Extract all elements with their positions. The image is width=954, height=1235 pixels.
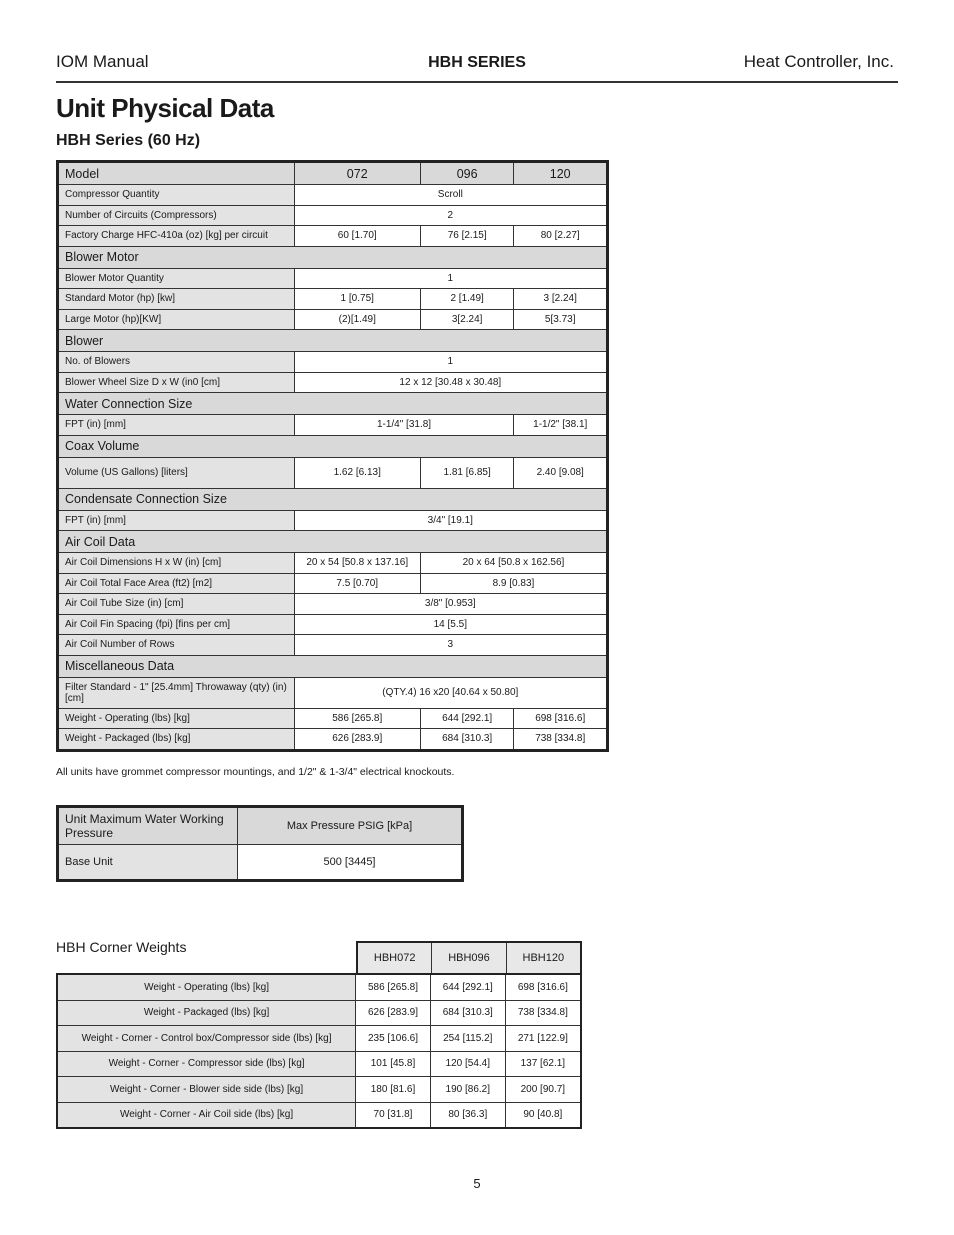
model-label: Model <box>58 162 295 185</box>
row-label: Air Coil Fin Spacing (fpi) [fins per cm] <box>58 614 295 635</box>
row-value: 190 [86.2] <box>430 1077 505 1103</box>
row-value: 120 [54.4] <box>430 1051 505 1077</box>
row-value: 684 [310.3] <box>420 729 514 751</box>
row-value: 7.5 [0.70] <box>294 573 420 594</box>
model-120: 120 <box>514 162 608 185</box>
table-row <box>58 309 608 330</box>
table-row <box>58 614 608 635</box>
row-value: 14 [5.5] <box>294 614 607 635</box>
row-label: Weight - Packaged (lbs) [kg] <box>58 729 295 751</box>
row-label: Blower Motor Quantity <box>58 268 295 289</box>
row-value: 738 [334.8] <box>505 1000 581 1026</box>
table-row <box>58 226 608 247</box>
row-value: 2.40 [9.08] <box>514 457 608 488</box>
row-value: 738 [334.8] <box>514 729 608 751</box>
section-heading: Coax Volume <box>58 435 608 457</box>
row-value: 80 [2.27] <box>514 226 608 247</box>
table-row <box>58 510 608 531</box>
row-value: 3 <box>294 635 607 656</box>
pressure-column: Max Pressure PSIG [kPa] <box>238 807 463 845</box>
row-label: Factory Charge HFC-410a (oz) [kg] per circuit <box>58 226 295 247</box>
row-value: 271 [122.9] <box>505 1026 581 1052</box>
row-value: 3[2.24] <box>420 309 514 330</box>
row-value: Scroll <box>294 185 607 206</box>
table-row <box>57 1026 581 1052</box>
section-heading: Miscellaneous Data <box>58 655 608 677</box>
row-value: 1.81 [6.85] <box>420 457 514 488</box>
table-header-row <box>58 162 608 185</box>
model-072: 072 <box>294 162 420 185</box>
section-row <box>58 488 608 510</box>
header-divider <box>56 81 898 83</box>
header-company-label: Heat Controller, Inc. <box>743 52 894 71</box>
table-row <box>57 974 581 1000</box>
header-series-label: HBH SERIES <box>428 54 526 71</box>
section-row <box>58 531 608 553</box>
row-value: 2 <box>294 205 607 226</box>
row-value: 20 x 54 [50.8 x 137.16] <box>294 553 420 574</box>
row-value: 76 [2.15] <box>420 226 514 247</box>
row-label: Filter Standard - 1" [25.4mm] Throwaway (qty) (in) [cm] <box>58 677 295 708</box>
row-label: No. of Blowers <box>58 352 295 373</box>
row-label: Standard Motor (hp) [kw] <box>58 289 295 310</box>
section-row <box>58 393 608 415</box>
row-value: 101 [45.8] <box>356 1051 431 1077</box>
table-row <box>58 205 608 226</box>
row-value: 8.9 [0.83] <box>420 573 607 594</box>
table-row <box>58 677 608 708</box>
row-value: (2)[1.49] <box>294 309 420 330</box>
row-value: 1 <box>294 268 607 289</box>
page-number: 5 <box>473 1176 481 1191</box>
section-row <box>58 246 608 268</box>
table-header-row <box>58 807 463 845</box>
row-value: 3/8" [0.953] <box>294 594 607 615</box>
section-heading: Condensate Connection Size <box>58 488 608 510</box>
table-row <box>58 352 608 373</box>
model-hbh096: HBH096 <box>432 942 506 974</box>
row-value: 1-1/2" [38.1] <box>514 415 608 436</box>
row-value: (QTY.4) 16 x20 [40.64 x 50.80] <box>294 677 607 708</box>
row-value: 235 [106.6] <box>356 1026 431 1052</box>
row-label: Weight - Packaged (lbs) [kg] <box>57 1000 356 1026</box>
row-label: Air Coil Dimensions H x W (in) [cm] <box>58 553 295 574</box>
row-label: Weight - Corner - Control box/Compressor side (lbs) [kg] <box>57 1026 356 1052</box>
section-row <box>58 655 608 677</box>
section-row <box>58 330 608 352</box>
corner-weights-title: HBH Corner Weights <box>56 939 187 955</box>
row-label: Air Coil Tube Size (in) [cm] <box>58 594 295 615</box>
section-heading: Water Connection Size <box>58 393 608 415</box>
corner-weights-table <box>56 973 582 1129</box>
row-value: 60 [1.70] <box>294 226 420 247</box>
max-pressure-table <box>56 805 464 882</box>
footnote: All units have grommet compressor mountings, and 1/2" & 1-3/4" electrical knockouts. <box>56 766 455 778</box>
row-value: 1 <box>294 352 607 373</box>
header-manual-label: IOM Manual <box>56 52 149 71</box>
row-value: 254 [115.2] <box>430 1026 505 1052</box>
table-row <box>58 185 608 206</box>
row-label: Number of Circuits (Compressors) <box>58 205 295 226</box>
page-title: Unit Physical Data <box>56 93 274 123</box>
table-row <box>57 1000 581 1026</box>
row-value: 1.62 [6.13] <box>294 457 420 488</box>
table-row <box>57 1102 581 1128</box>
row-value: 698 [316.6] <box>505 974 581 1000</box>
row-value: 698 [316.6] <box>514 708 608 729</box>
row-label: Weight - Operating (lbs) [kg] <box>58 708 295 729</box>
model-hbh120: HBH120 <box>506 942 581 974</box>
table-row <box>58 457 608 488</box>
model-hbh072: HBH072 <box>357 942 432 974</box>
row-value: 90 [40.8] <box>505 1102 581 1128</box>
row-value: 626 [283.9] <box>356 1000 431 1026</box>
row-value: 20 x 64 [50.8 x 162.56] <box>420 553 607 574</box>
section-heading: Blower Motor <box>58 246 608 268</box>
row-label: Weight - Corner - Compressor side (lbs) [kg] <box>57 1051 356 1077</box>
section-heading: Blower <box>58 330 608 352</box>
row-label: Weight - Operating (lbs) [kg] <box>57 974 356 1000</box>
row-value: 626 [283.9] <box>294 729 420 751</box>
row-value: 137 [62.1] <box>505 1051 581 1077</box>
table-row <box>58 573 608 594</box>
table-row <box>57 1051 581 1077</box>
row-value: 180 [81.6] <box>356 1077 431 1103</box>
row-value: 200 [90.7] <box>505 1077 581 1103</box>
row-value: 3/4" [19.1] <box>294 510 607 531</box>
row-label: Compressor Quantity <box>58 185 295 206</box>
row-label: Weight - Corner - Blower side side (lbs) [kg] <box>57 1077 356 1103</box>
row-label: FPT (in) [mm] <box>58 415 295 436</box>
row-value: 1-1/4" [31.8] <box>294 415 514 436</box>
row-label: Air Coil Total Face Area (ft2) [m2] <box>58 573 295 594</box>
row-value: 5[3.73] <box>514 309 608 330</box>
table-row <box>58 415 608 436</box>
row-label: Volume (US Gallons) [liters] <box>58 457 295 488</box>
table-row <box>58 635 608 656</box>
table-row <box>58 268 608 289</box>
table-row <box>58 372 608 393</box>
row-label: Large Motor (hp)[KW] <box>58 309 295 330</box>
row-value: 12 x 12 [30.48 x 30.48] <box>294 372 607 393</box>
corner-weights-header <box>356 941 582 975</box>
section-heading: Air Coil Data <box>58 531 608 553</box>
table-row <box>58 594 608 615</box>
physical-data-table <box>56 160 609 752</box>
table-row <box>58 708 608 729</box>
row-label: FPT (in) [mm] <box>58 510 295 531</box>
row-label: Weight - Corner - Air Coil side (lbs) [kg] <box>57 1102 356 1128</box>
pressure-label: Unit Maximum Water Working Pressure <box>58 807 238 845</box>
section-subtitle: HBH Series (60 Hz) <box>56 132 201 149</box>
row-value: 586 [265.8] <box>356 974 431 1000</box>
table-row <box>57 1077 581 1103</box>
table-row <box>58 289 608 310</box>
table-header-row <box>357 942 581 974</box>
section-row <box>58 435 608 457</box>
table-row <box>58 553 608 574</box>
row-value: 500 [3445] <box>238 845 463 881</box>
row-value: 80 [36.3] <box>430 1102 505 1128</box>
row-value: 3 [2.24] <box>514 289 608 310</box>
row-label: Air Coil Number of Rows <box>58 635 295 656</box>
row-value: 70 [31.8] <box>356 1102 431 1128</box>
table-row <box>58 845 463 881</box>
row-value: 586 [265.8] <box>294 708 420 729</box>
model-096: 096 <box>420 162 514 185</box>
table-row <box>58 729 608 751</box>
row-value: 684 [310.3] <box>430 1000 505 1026</box>
row-value: 644 [292.1] <box>430 974 505 1000</box>
row-label: Blower Wheel Size D x W (in0 [cm] <box>58 372 295 393</box>
row-label: Base Unit <box>58 845 238 881</box>
row-value: 644 [292.1] <box>420 708 514 729</box>
row-value: 2 [1.49] <box>420 289 514 310</box>
row-value: 1 [0.75] <box>294 289 420 310</box>
